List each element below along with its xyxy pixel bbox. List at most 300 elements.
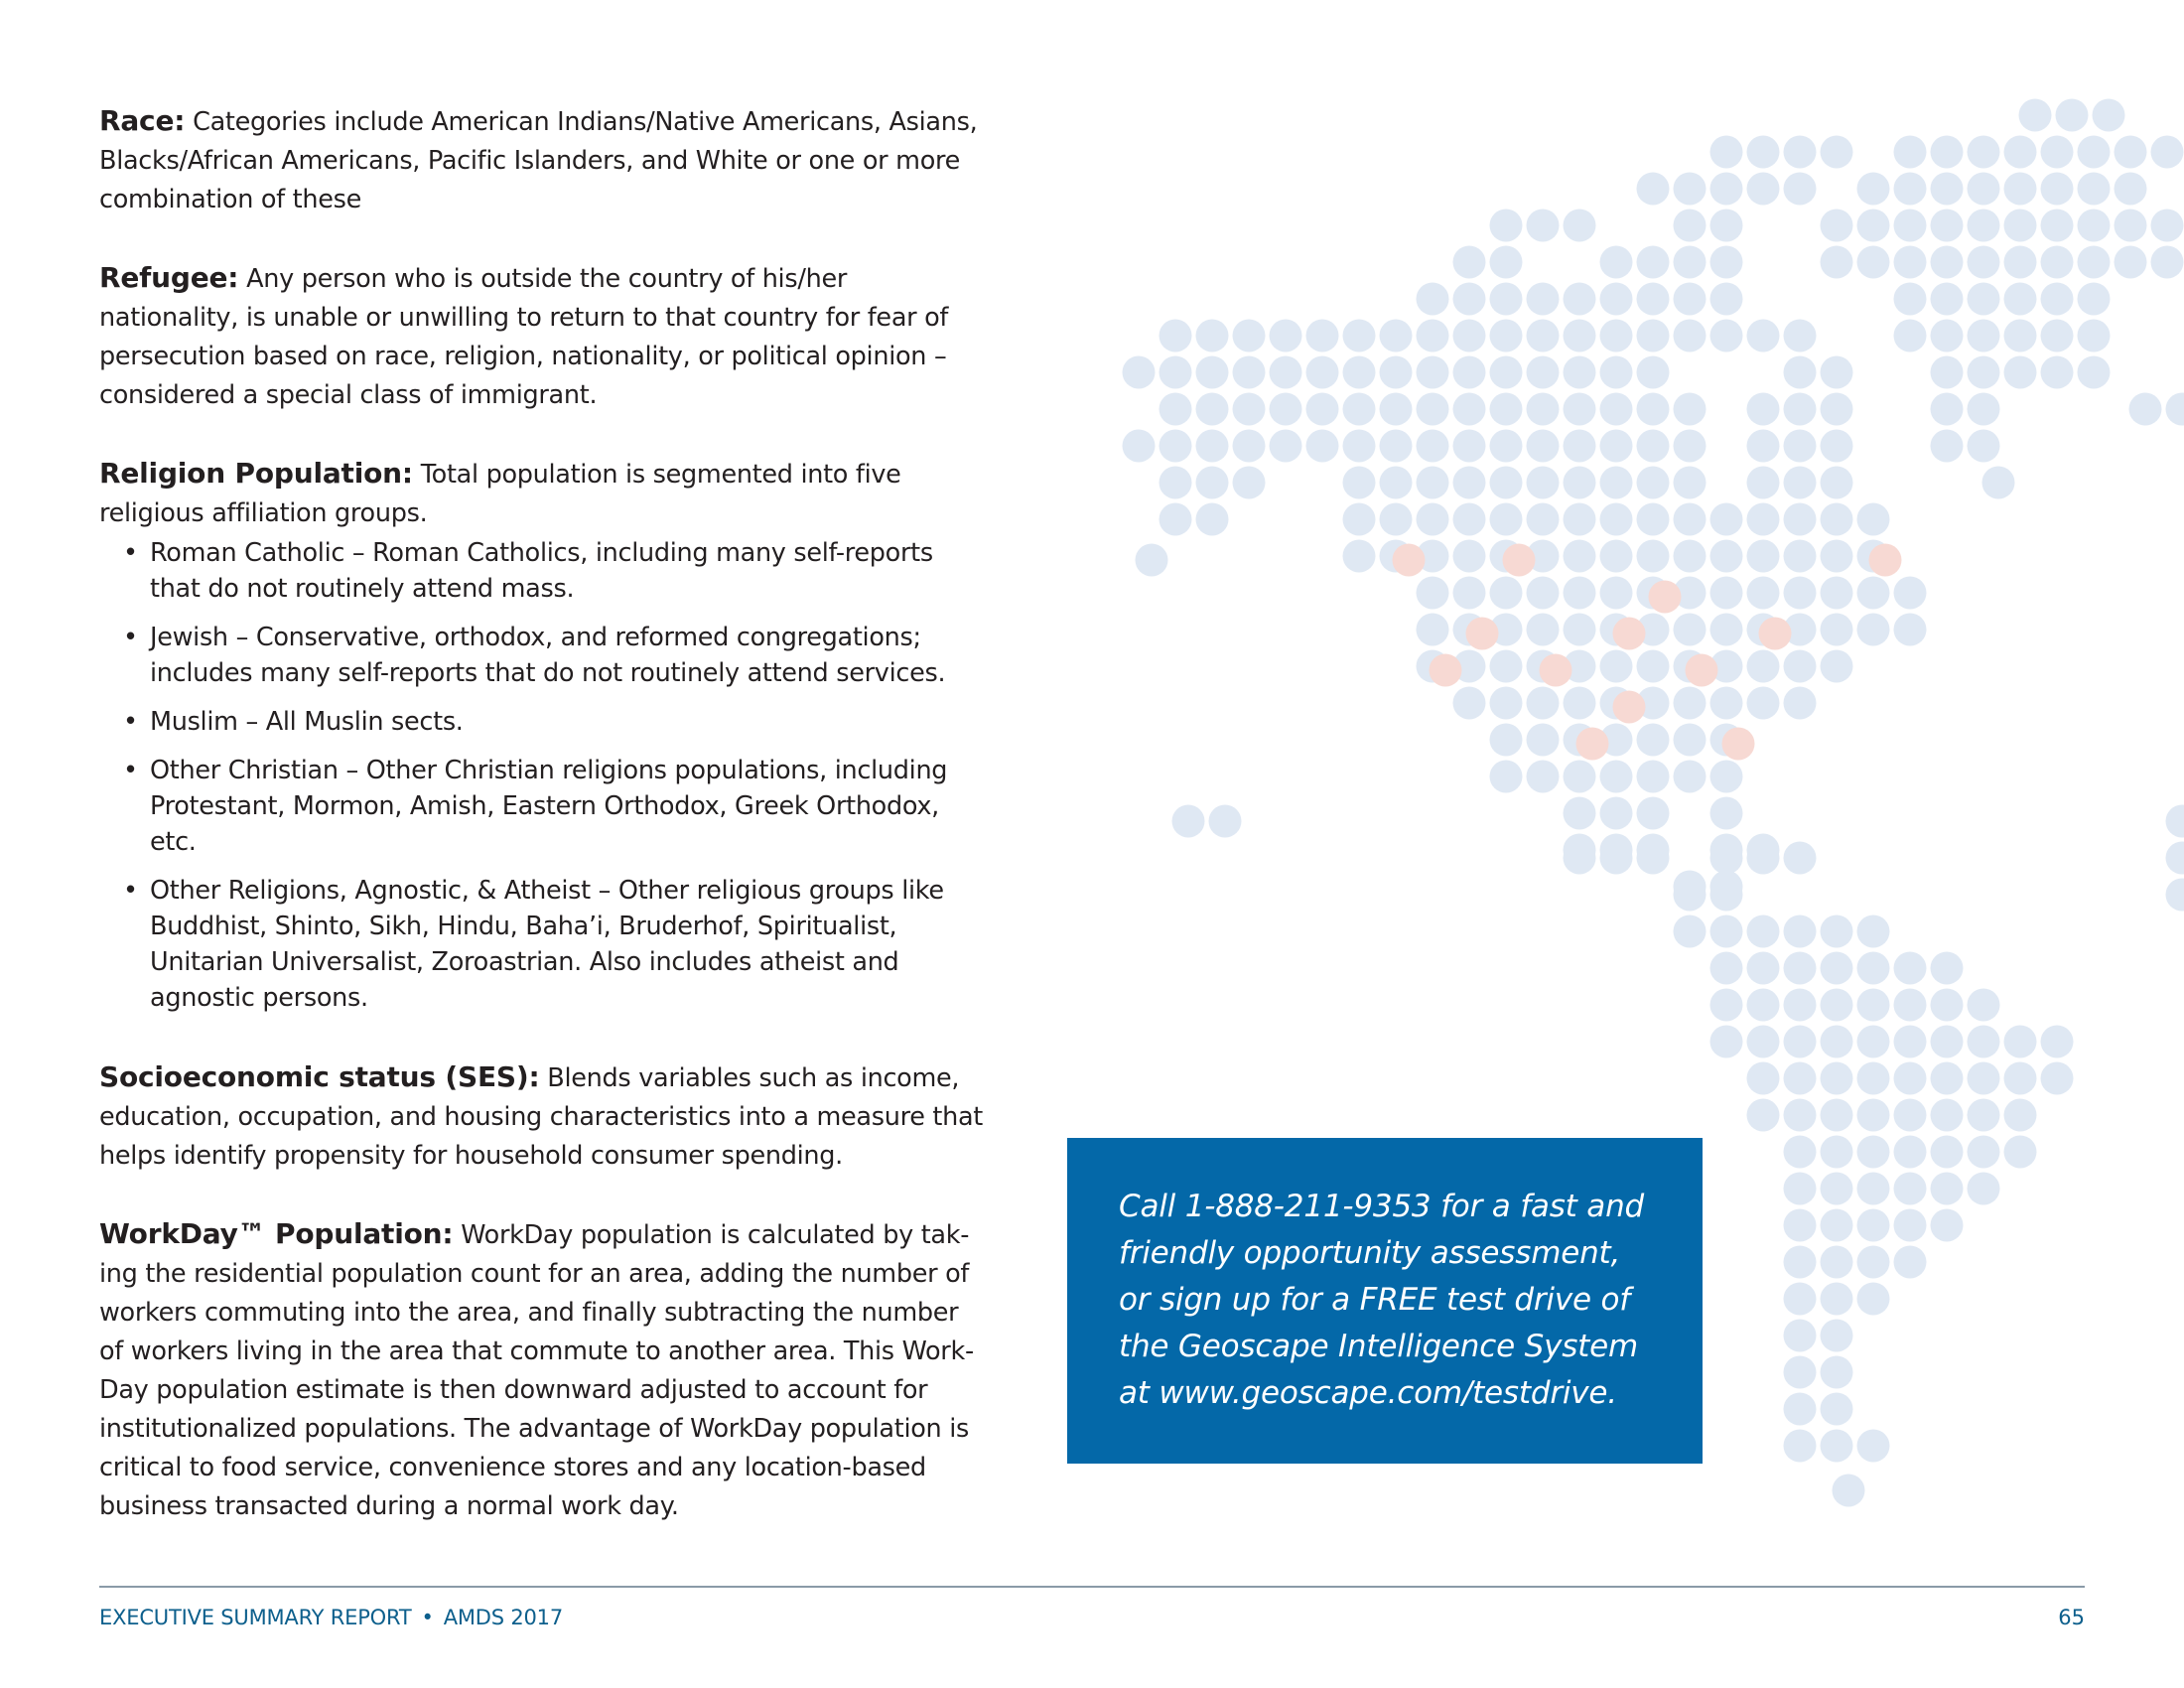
map-dot: [1637, 834, 1670, 867]
map-dot: [1674, 614, 1706, 646]
map-dot: [2004, 1062, 2037, 1095]
map-dot: [1490, 577, 1523, 610]
map-dot: [2115, 246, 2147, 279]
map-dot: [1821, 1099, 1853, 1132]
footer-separator: •: [421, 1606, 434, 1629]
map-dot: [1306, 356, 1339, 389]
map-dot: [1821, 246, 1853, 279]
map-dot: [1894, 952, 1927, 985]
map-dot: [1600, 797, 1633, 830]
map-dot: [1233, 356, 1266, 389]
map-dot: [1540, 654, 1572, 687]
map-dot: [1857, 1026, 1890, 1058]
map-dot: [1857, 1246, 1890, 1279]
map-dot: [1857, 1136, 1890, 1169]
map-dot: [1637, 246, 1670, 279]
map-dot: [1710, 989, 1743, 1022]
map-dot: [1784, 1209, 1817, 1242]
map-dot: [1931, 210, 1964, 242]
footer-edition: AMDS 2017: [443, 1606, 563, 1629]
map-dot: [2166, 842, 2184, 875]
map-dot: [1453, 393, 1486, 426]
map-dot: [1490, 761, 1523, 793]
map-dot: [1710, 173, 1743, 206]
map-dot: [1784, 1356, 1817, 1389]
map-dot: [1857, 1283, 1890, 1316]
ses-text: Blends variables such as income, education, occupation, and housing characteristics into a measure that helps identify propensity for household consumer spending.: [99, 1063, 984, 1171]
map-dot: [1637, 650, 1670, 683]
map-dot: [1637, 761, 1670, 793]
map-dot: [1784, 1062, 1817, 1095]
map-dot: [1430, 654, 1462, 687]
map-dot: [1564, 393, 1596, 426]
list-item: • Jewish – Conservative, orthodox, and reformed congregations; includes many self-reports that do not routinely attend services.: [123, 620, 983, 691]
map-dot: [2004, 1136, 2037, 1169]
map-dot: [1674, 210, 1706, 242]
map-dot: [1527, 503, 1560, 536]
map-dot: [2004, 356, 2037, 389]
map-dot: [1600, 540, 1633, 573]
map-dot: [1453, 283, 1486, 316]
map-dot: [1490, 724, 1523, 757]
page-number: 65: [2058, 1606, 2085, 1629]
map-dot: [1380, 467, 1413, 499]
map-dot: [1710, 915, 1743, 948]
religion-term: Religion Population:: [99, 457, 413, 490]
map-dot: [1160, 467, 1192, 499]
map-dot: [1968, 393, 2000, 426]
map-dot: [1160, 356, 1192, 389]
map-dot: [1931, 246, 1964, 279]
map-dot: [2115, 210, 2147, 242]
call-to-action-text[interactable]: Call 1-888-211-9353 for a fast and friendly opportunity assessment, or sign up for a FREE test drive of the Geoscape Intelligence System at www.geoscape.com/testdrive.: [1119, 1189, 1645, 1411]
map-dot: [2041, 283, 2074, 316]
map-dot: [1710, 879, 1743, 912]
map-dot: [2078, 210, 2111, 242]
map-dot: [1196, 320, 1229, 352]
map-dot: [1821, 1320, 1853, 1352]
map-dot: [1968, 283, 2000, 316]
map-dot: [1894, 1209, 1927, 1242]
map-dot: [1600, 834, 1633, 867]
map-dot: [1674, 246, 1706, 279]
map-dot: [1600, 614, 1633, 646]
map-dot: [2041, 136, 2074, 169]
map-dot: [1821, 577, 1853, 610]
map-dot: [1784, 1393, 1817, 1426]
map-dot: [1453, 503, 1486, 536]
map-dot: [1857, 173, 1890, 206]
map-dot: [1784, 952, 1817, 985]
map-dot: [1196, 503, 1229, 536]
religion-text: Total population is segmented into five religious affiliation groups.: [99, 460, 901, 528]
map-dot: [1869, 544, 1902, 577]
map-dot: [2019, 99, 2052, 132]
map-dot: [2093, 99, 2125, 132]
map-dot: [1564, 724, 1596, 757]
map-dot: [1600, 467, 1633, 499]
map-dot: [1710, 952, 1743, 985]
map-dot: [1710, 320, 1743, 352]
map-dot: [1857, 1430, 1890, 1463]
map-dot: [1710, 687, 1743, 720]
map-dot: [1968, 1136, 2000, 1169]
map-dot: [2041, 1062, 2074, 1095]
list-item: • Roman Catholic – Roman Catholics, including many self-reports that do not routinely attend mass.: [123, 535, 983, 607]
map-dot: [1968, 246, 2000, 279]
map-dot: [1931, 356, 1964, 389]
race-term: Race:: [99, 104, 186, 137]
definition-religion: [99, 454, 983, 533]
map-dot: [1613, 618, 1646, 650]
map-dot: [1453, 467, 1486, 499]
map-dot: [1747, 136, 1780, 169]
map-dot: [1894, 136, 1927, 169]
map-dot: [1380, 320, 1413, 352]
map-dot: [2041, 210, 2074, 242]
refugee-term: Refugee:: [99, 261, 239, 294]
map-dot: [1233, 467, 1266, 499]
map-dot: [1784, 173, 1817, 206]
map-dot: [1600, 356, 1633, 389]
map-dot: [1637, 356, 1670, 389]
map-dot: [1380, 503, 1413, 536]
map-dot: [1710, 724, 1743, 757]
map-dot: [1821, 1026, 1853, 1058]
map-dot: [1417, 650, 1449, 683]
map-dot: [1931, 173, 1964, 206]
map-dot: [1821, 467, 1853, 499]
map-dot: [1931, 1173, 1964, 1205]
map-dot: [1490, 430, 1523, 463]
map-dot: [1857, 577, 1890, 610]
map-dot: [1784, 1320, 1817, 1352]
map-dot: [1747, 915, 1780, 948]
map-dot: [1674, 879, 1706, 912]
map-dot: [1821, 1356, 1853, 1389]
map-dot: [1637, 577, 1670, 610]
map-dot: [1600, 577, 1633, 610]
map-dot: [1637, 797, 1670, 830]
map-dot: [1490, 650, 1523, 683]
map-dot: [1674, 430, 1706, 463]
map-dot: [1453, 246, 1486, 279]
list-item: • Other Christian – Other Christian religions populations, including Protestant, Mormon, Amish, Eastern Orthodox, Greek Orthodox, etc.: [123, 753, 983, 860]
map-dot: [2115, 173, 2147, 206]
map-dot: [1417, 467, 1449, 499]
map-dot: [1613, 691, 1646, 724]
map-dot: [1674, 540, 1706, 573]
map-dot: [1490, 393, 1523, 426]
map-dot: [1784, 1173, 1817, 1205]
map-dot: [1968, 210, 2000, 242]
map-dot: [1784, 430, 1817, 463]
map-dot: [1649, 581, 1682, 614]
map-dot: [1637, 687, 1670, 720]
map-dot: [1784, 540, 1817, 573]
map-dot: [1931, 952, 1964, 985]
definitions-list: [99, 101, 983, 1565]
map-dot: [2151, 136, 2184, 169]
map-dot: [2166, 393, 2184, 426]
map-dot: [1710, 210, 1743, 242]
map-dot: [1784, 1430, 1817, 1463]
map-dot: [1196, 356, 1229, 389]
map-dot: [1747, 1099, 1780, 1132]
map-dot: [2056, 99, 2089, 132]
map-dot: [1306, 430, 1339, 463]
map-dot: [1894, 1026, 1927, 1058]
map-dot: [1564, 503, 1596, 536]
map-dot: [2004, 320, 2037, 352]
map-dot: [1674, 650, 1706, 683]
footer-report-name: EXECUTIVE SUMMARY REPORT: [99, 1606, 412, 1629]
map-dot: [1380, 356, 1413, 389]
map-dot: [1417, 393, 1449, 426]
map-dot: [1857, 915, 1890, 948]
map-dot: [1453, 687, 1486, 720]
map-dot: [1600, 842, 1633, 875]
map-dot: [1710, 761, 1743, 793]
map-dot: [1931, 320, 1964, 352]
map-dot: [1196, 430, 1229, 463]
map-dot: [1931, 1062, 1964, 1095]
map-dot: [1674, 915, 1706, 948]
map-dot: [1784, 687, 1817, 720]
map-dot: [1710, 246, 1743, 279]
map-dot: [1747, 1062, 1780, 1095]
map-dot: [1270, 430, 1302, 463]
refugee-text: Any person who is outside the country of his/her nationality, is unable or unwilling to return to that country for fear of persecution based on race, religion, nationality, or political opinion – considered a special class of immigrant.: [99, 264, 949, 410]
map-dot: [1490, 283, 1523, 316]
map-dot: [1747, 503, 1780, 536]
definition-ses: [99, 1057, 983, 1176]
map-dot: [1637, 467, 1670, 499]
map-dot: [1968, 430, 2000, 463]
map-dot: [2166, 879, 2184, 912]
map-dot: [2078, 136, 2111, 169]
map-dot: [1453, 320, 1486, 352]
map-dot: [1784, 1246, 1817, 1279]
map-dot: [1821, 1209, 1853, 1242]
map-dot: [1674, 320, 1706, 352]
map-dot: [2151, 210, 2184, 242]
map-dot: [1564, 283, 1596, 316]
map-dot: [1637, 173, 1670, 206]
map-dot: [1380, 393, 1413, 426]
map-dot: [1722, 728, 1755, 761]
map-dot: [1564, 356, 1596, 389]
map-dot: [1747, 320, 1780, 352]
map-dot: [1417, 614, 1449, 646]
map-dot: [1747, 430, 1780, 463]
map-dot: [1821, 430, 1853, 463]
map-dot: [1931, 1026, 1964, 1058]
map-dot: [1759, 618, 1792, 650]
map-dot: [1306, 393, 1339, 426]
map-dot: [1784, 393, 1817, 426]
map-dot: [1894, 1173, 1927, 1205]
map-dot: [1747, 614, 1780, 646]
map-dot: [1821, 650, 1853, 683]
map-dot: [1637, 320, 1670, 352]
map-dot: [1600, 650, 1633, 683]
map-dot: [1674, 871, 1706, 904]
map-dot: [1564, 797, 1596, 830]
map-dot: [1982, 467, 2015, 499]
map-dot: [1160, 393, 1192, 426]
map-dot: [1894, 577, 1927, 610]
map-dot: [1968, 356, 2000, 389]
map-dot: [1747, 650, 1780, 683]
map-dot: [2004, 246, 2037, 279]
map-dot: [1747, 687, 1780, 720]
map-dot: [1417, 356, 1449, 389]
map-dot: [1576, 728, 1609, 761]
map-dot: [1600, 393, 1633, 426]
map-dot: [1821, 1246, 1853, 1279]
map-dot: [1172, 805, 1205, 838]
map-dot: [1710, 503, 1743, 536]
map-dot: [1453, 577, 1486, 610]
map-dot: [1453, 356, 1486, 389]
map-dot: [1527, 283, 1560, 316]
map-dot: [1821, 952, 1853, 985]
map-dot: [1821, 915, 1853, 948]
map-dot: [1821, 540, 1853, 573]
map-dot: [1747, 842, 1780, 875]
map-dot: [1710, 540, 1743, 573]
map-dot: [1710, 614, 1743, 646]
map-dot: [1784, 503, 1817, 536]
map-dot: [1600, 724, 1633, 757]
map-dot: [1747, 173, 1780, 206]
map-dot: [1821, 503, 1853, 536]
map-dot: [1527, 724, 1560, 757]
map-dot: [1564, 320, 1596, 352]
map-dot: [1747, 540, 1780, 573]
map-dot: [1931, 393, 1964, 426]
definition-race: [99, 101, 983, 219]
map-dot: [1857, 1062, 1890, 1095]
map-dot: [1564, 834, 1596, 867]
map-dot: [1710, 871, 1743, 904]
map-dot: [1637, 842, 1670, 875]
map-dot: [2041, 320, 2074, 352]
map-dot: [1821, 989, 1853, 1022]
map-dot: [1233, 430, 1266, 463]
map-dot: [1968, 1099, 2000, 1132]
map-dot: [1857, 210, 1890, 242]
map-dot: [1564, 467, 1596, 499]
map-dot: [1784, 650, 1817, 683]
map-dot: [1784, 842, 1817, 875]
map-dot: [1527, 393, 1560, 426]
map-dot: [1710, 797, 1743, 830]
map-dot: [1527, 687, 1560, 720]
map-dot: [1710, 834, 1743, 867]
map-dot: [1600, 430, 1633, 463]
map-dot: [1894, 1136, 1927, 1169]
map-dot: [1821, 1430, 1853, 1463]
map-dot: [1637, 393, 1670, 426]
map-dot: [2115, 136, 2147, 169]
map-dot: [1784, 915, 1817, 948]
map-dot: [1564, 842, 1596, 875]
map-dot: [1466, 618, 1499, 650]
map-dot: [1490, 503, 1523, 536]
map-dot: [1821, 136, 1853, 169]
map-dot: [1527, 210, 1560, 242]
map-dot: [1343, 356, 1376, 389]
map-dot: [1894, 320, 1927, 352]
map-dot: [1674, 467, 1706, 499]
map-dot: [1674, 393, 1706, 426]
list-item: • Other Religions, Agnostic, & Atheist – Other religious groups like Buddhist, Shinto, Sikh, Hindu, Baha’i, Bruderhof, Spiritualist, Unitarian Universalist, Zoroastrian. Also includes atheist and agnostic persons.: [123, 873, 983, 1016]
map-dot: [1821, 1393, 1853, 1426]
map-dot: [1674, 724, 1706, 757]
map-dot: [1747, 834, 1780, 867]
map-dot: [1710, 1026, 1743, 1058]
map-dot: [1894, 1246, 1927, 1279]
map-dot: [1564, 687, 1596, 720]
map-dot: [2041, 356, 2074, 389]
map-dot: [1833, 1475, 1865, 1507]
map-dot: [1931, 989, 1964, 1022]
map-dot: [1417, 540, 1449, 573]
map-dot: [1857, 614, 1890, 646]
map-dot: [1600, 761, 1633, 793]
map-dot: [1453, 540, 1486, 573]
map-dot: [1123, 430, 1156, 463]
map-dot: [1674, 761, 1706, 793]
map-dot: [1968, 1173, 2000, 1205]
map-dot: [1821, 1062, 1853, 1095]
map-dot: [2004, 1099, 2037, 1132]
map-dot: [1968, 320, 2000, 352]
map-dot: [1857, 503, 1890, 536]
map-dot: [1931, 430, 1964, 463]
map-dot: [1453, 650, 1486, 683]
map-dot: [2078, 173, 2111, 206]
map-dot: [1931, 136, 1964, 169]
map-dot: [1784, 320, 1817, 352]
map-dot: [1821, 1173, 1853, 1205]
map-dot: [1674, 687, 1706, 720]
map-dot: [1600, 687, 1633, 720]
map-dot: [1343, 467, 1376, 499]
footer-divider: [99, 1586, 2085, 1588]
map-dot: [1821, 356, 1853, 389]
map-dot: [1784, 577, 1817, 610]
map-dot: [1968, 1026, 2000, 1058]
map-dot: [1417, 283, 1449, 316]
map-dot: [1686, 654, 1718, 687]
map-dot: [2004, 136, 2037, 169]
map-dot: [1674, 503, 1706, 536]
religion-groups-list: [99, 535, 983, 1016]
map-dot: [1343, 320, 1376, 352]
map-dot: [1784, 1283, 1817, 1316]
map-dot: [1894, 989, 1927, 1022]
map-dot: [1784, 614, 1817, 646]
map-dot: [1857, 540, 1890, 573]
map-dot: [1490, 246, 1523, 279]
map-dot: [1233, 320, 1266, 352]
map-dot: [1306, 320, 1339, 352]
map-dot: [1380, 430, 1413, 463]
map-dot: [1674, 577, 1706, 610]
